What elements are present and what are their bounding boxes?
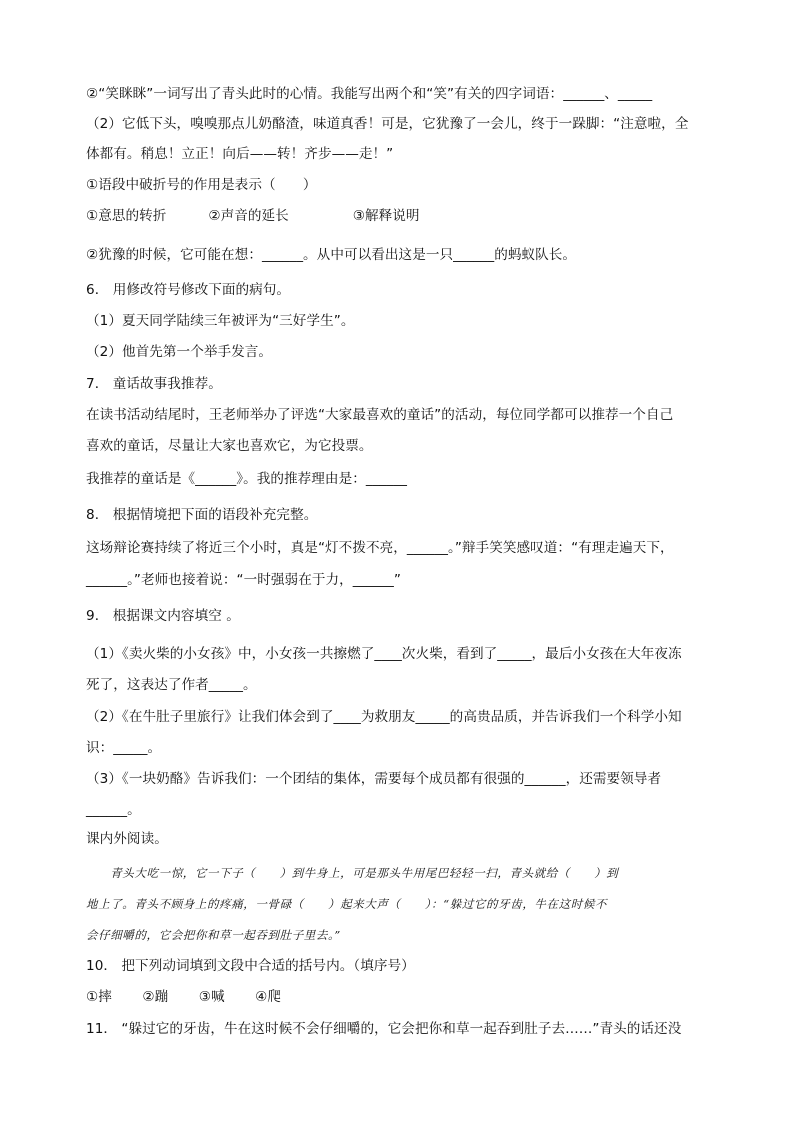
dash-usage-options — [86, 206, 420, 226]
question-8-text-line-2: ______。”老师也接着说：“一时强弱在于力，______” — [86, 572, 401, 588]
question-7-title: 7． 童话故事我推荐。 — [86, 376, 222, 392]
reading-passage-line-1: 青头大吃一惊，它一下子（ ）到牛身上，可是那头牛用尾巴轻轻一扫，青头就给（ ）到 — [86, 866, 619, 880]
verb-option-2: ②蹦 — [142, 989, 169, 1005]
question-9-item-2-line-1: （2）《在牛肚子里旅行》让我们体会到了____为救朋友_____的高贵品质，并告诉我们一个科学小知 — [86, 709, 682, 725]
question-5-subitem-2-text: ②“笑眯眯”一词写出了青头此时的心情。我能写出两个和“笑”有关的四字词语：______、_____ — [86, 86, 653, 102]
question-7-answer-line: 我推荐的童话是《______》。我的推荐理由是：______ — [86, 471, 407, 487]
reading-section-title: 课内外阅读。 — [86, 831, 168, 847]
reading-passage-line-3: 会仔细嚼的，它会把你和草一起吞到肚子里去。” — [86, 928, 341, 942]
verb-option-4: ④爬 — [255, 989, 282, 1005]
question-7-text-line-2: 喜欢的童话，尽量让大家也喜欢它，为它投票。 — [86, 438, 373, 454]
question-7-text-line-1: 在读书活动结尾时，王老师举办了评选“大家最喜欢的童话”的活动，每位同学都可以推荐一个自己 — [86, 407, 674, 423]
dash-usage-question: ①语段中破折号的作用是表示（ ） — [86, 177, 317, 193]
question-9-item-1-line-2: 死了，这表达了作者_____。 — [86, 677, 257, 693]
hesitation-question: ②犹豫的时候，它可能在想：______。从中可以看出这是一只______的蚂蚁队长。 — [86, 247, 577, 263]
question-8-text-line-1: 这场辩论赛持续了将近三个小时，真是“灯不拨不亮，______。”辩手笑笑感叹道：“有理走遍天下， — [86, 540, 674, 556]
question-9-item-3-line-2: ______。 — [86, 802, 141, 818]
passage-2-line-2: 体都有。稍息！立正！向后——转！齐步——走！” — [86, 146, 394, 162]
verb-option-1: ①摔 — [86, 989, 112, 1005]
question-9-item-3-line-1: （3）《一块奶酪》告诉我们：一个团结的集体，需要每个成员都有很强的______，还需要领导者 — [86, 771, 662, 787]
passage-2-line-1: （2）它低下头，嗅嗅那点儿奶酪渣，味道真香！可是，它犹豫了一会儿，终于一跺脚：“注意啦，全 — [86, 116, 689, 132]
question-6-sentence-1: （1）夏天同学陆续三年被评为“三好学生”。 — [86, 313, 355, 329]
question-6-sentence-2: （2）他首先第一个举手发言。 — [86, 344, 273, 360]
question-8-title: 8． 根据情境把下面的语段补充完整。 — [86, 507, 318, 523]
option-2: ②声音的延长 — [208, 208, 289, 224]
question-10-options — [86, 987, 281, 1007]
option-1: ①意思的转折 — [86, 208, 167, 224]
verb-option-3: ③喊 — [198, 989, 225, 1005]
question-9-title: 9． 根据课文内容填空 。 — [86, 608, 240, 624]
option-3: ③解释说明 — [352, 208, 420, 224]
reading-passage-line-2: 地上了。青头不顾身上的疼痛，一骨碌（ ）起来大声（ ）：“躲过它的牙齿，牛在这时候不 — [86, 897, 608, 911]
question-10-title: 10． 把下列动词填到文段中合适的括号内。（填序号） — [86, 958, 415, 974]
question-9-item-2-line-2: 识：_____。 — [86, 740, 162, 756]
question-9-item-1-line-1: （1）《卖火柴的小女孩》中，小女孩一共擦燃了____次火柴，看到了_____，最后小女孩在大年夜冻 — [86, 646, 682, 662]
question-11-text-line-1: 11． “躲过它的牙齿，牛在这时候不会仔细嚼的，它会把你和草一起吞到肚子去……”青头的话还没 — [86, 1021, 682, 1037]
question-6-title: 6． 用修改符号修改下面的病句。 — [86, 282, 291, 298]
